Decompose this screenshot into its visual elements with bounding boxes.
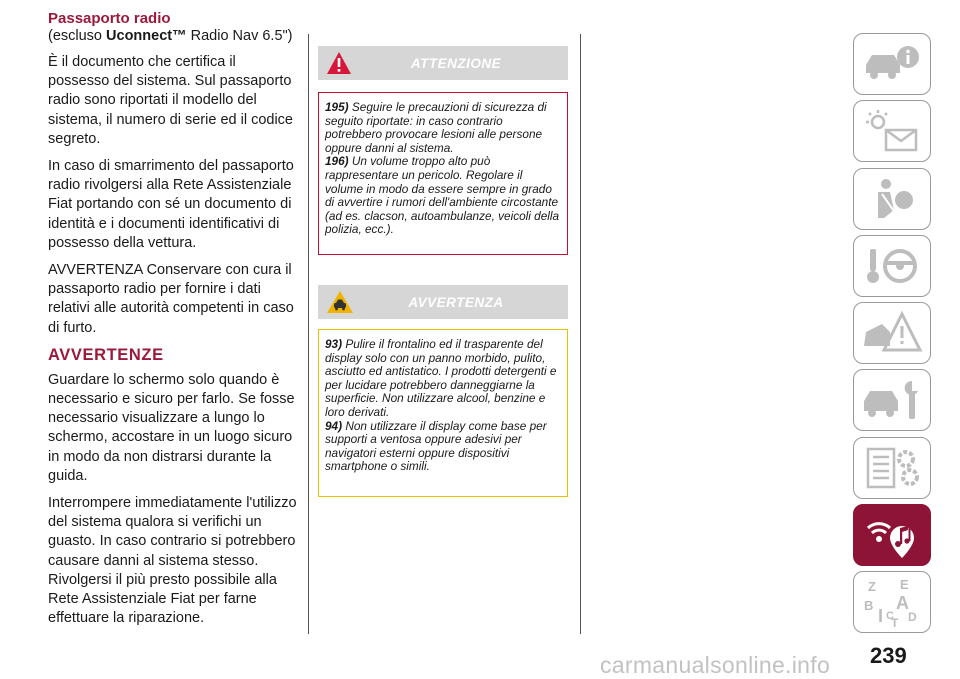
index-letter: C (886, 610, 894, 623)
tab-multimedia[interactable] (853, 504, 931, 566)
attention-title: ATTENZIONE (410, 55, 502, 71)
column-divider (580, 34, 581, 634)
car-crash-warning-icon (860, 310, 924, 356)
note-item (325, 101, 561, 155)
seat-airbag-icon (860, 176, 924, 222)
note-item (325, 338, 561, 420)
paragraph: È il documento che certifica il possesso del sistema. Sul passaporto radio sono riportati il modello del sistema, il numero di serie ed il codice segreto. (48, 54, 293, 147)
tab-index[interactable] (853, 571, 931, 633)
avvertenze-heading: AVVERTENZE (48, 345, 164, 364)
note-text: Non utilizzare il display come base per supporti a ventosa oppure adesivi per navigatori esterni oppure dispositivi smartphone o simili. (325, 418, 547, 474)
notes-column (318, 46, 568, 497)
note-text: Seguire le precauzioni di sicurezza di seguito riportate: in caso contrario potrebbero provocare lesioni alle persone oppure danni al sistema. (325, 100, 547, 155)
note-number: 196) (325, 154, 349, 169)
note-item (325, 420, 561, 474)
chapter-tabs (853, 33, 933, 639)
subtitle-suffix: Radio Nav 6.5") (186, 28, 293, 44)
list-gear-icon (860, 445, 924, 491)
note-item (325, 155, 561, 237)
key-steering-icon (860, 243, 924, 289)
index-letter: B (864, 598, 874, 614)
page-number: 239 (870, 643, 907, 668)
car-wrench-icon (860, 377, 924, 423)
index-letter: E (900, 577, 909, 593)
note-text: Pulire il frontalino ed il trasparente del display solo con un panno morbido, pulito, asciutto ed antistatico. I prodotti detergenti e per lucidare potrebbero danneggiarne la superficie. Non utilizzare alcool, benzine e loro derivati. (325, 337, 557, 419)
subtitle-brand: Uconnect™ (106, 28, 187, 44)
tab-car-crash-warning[interactable] (853, 302, 931, 364)
caution-car-icon (326, 290, 354, 319)
attention-box (318, 92, 568, 255)
subtitle-prefix: (escluso (48, 28, 107, 44)
index-letter: D (908, 610, 917, 625)
note-number: 195) (325, 100, 349, 114)
paragraph: AVVERTENZA Conservare con cura il passaporto radio per fornire i dati relativi alle autorità competenti in caso di furto. (48, 262, 294, 336)
tab-list-gear[interactable] (853, 437, 931, 499)
car-info-icon (860, 41, 924, 87)
section-subtitle (48, 27, 300, 45)
tab-seat-airbag[interactable] (853, 168, 931, 230)
index-letter: I (878, 606, 884, 627)
index-letter: Z (868, 579, 876, 595)
watermark: carmanualsonline.info (600, 652, 831, 678)
multimedia-icon (860, 510, 924, 560)
note-text: Un volume troppo alto può rappresentare un pericolo. Regolare il volume in modo da essere sempre in grado di avvertire i rumori dell'ambiente circostante (ad es. clacson, autoambulanze, veicoli della polizia, ecc.). (325, 154, 560, 237)
paragraph: In caso di smarrimento del passaporto radio rivolgersi alla Rete Assistenziale Fiat portando con sé un documento di identità e i documenti identificativi di possesso della vettura. (48, 158, 294, 251)
section-title: Passaporto radio (48, 10, 171, 27)
tab-key-steering[interactable] (853, 235, 931, 297)
attention-banner (318, 46, 568, 80)
column-divider (308, 34, 309, 634)
warning-title: AVVERTENZA (408, 294, 504, 310)
note-number: 94) (325, 418, 343, 433)
paragraph: Guardare lo schermo solo quando è necessario e sicuro per farlo. Se fosse necessario visualizzare a lungo lo schermo, accostare in un luogo sicuro in modo da non distrarsi durante la guida. (48, 371, 295, 484)
note-number: 93) (325, 337, 343, 351)
index-letter: T (891, 616, 899, 628)
warning-box (318, 329, 568, 497)
left-column (48, 10, 300, 636)
lights-mail-icon (860, 108, 924, 154)
tab-lights-mail[interactable] (853, 100, 931, 162)
warning-banner (318, 285, 568, 319)
paragraph: Interrompere immediatamente l'utilizzo del sistema qualora si verifichi un guasto. In caso contrario si potrebbero causare danni al sistema stesso. Rivolgersi il più presto possibile alla Rete Assistenziale Fiat per farne effettuare la riparazione. (48, 495, 297, 627)
tab-car-wrench[interactable] (853, 369, 931, 431)
tab-car-info[interactable] (853, 33, 931, 95)
index-letters-icon (860, 577, 924, 627)
index-letter: A (896, 593, 909, 614)
danger-triangle-icon (326, 51, 352, 80)
